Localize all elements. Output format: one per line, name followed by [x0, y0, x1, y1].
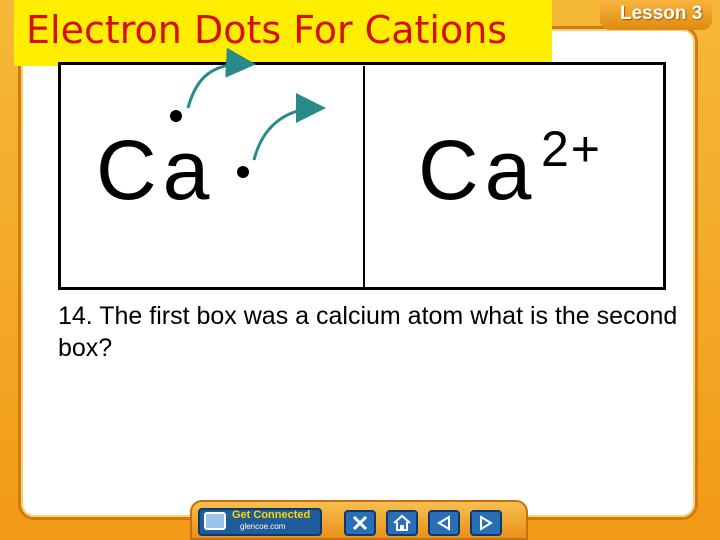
- lesson-label: Lesson 3: [620, 3, 703, 24]
- next-button[interactable]: [470, 510, 502, 536]
- electron-arrow-top: [188, 64, 250, 108]
- home-button[interactable]: [386, 510, 418, 536]
- previous-icon: [435, 514, 453, 532]
- next-icon: [477, 514, 495, 532]
- computer-icon: [204, 512, 226, 530]
- page-title: Electron Dots For Cations: [26, 8, 508, 52]
- question-text: 14. The first box was a calcium atom what is the second box?: [58, 302, 678, 362]
- previous-button[interactable]: [428, 510, 460, 536]
- valence-electron-dot-top: [170, 110, 182, 122]
- get-connected-url: glencoe.com: [240, 522, 286, 531]
- valence-electron-dot-right: [237, 166, 249, 178]
- electron-arrow-right: [254, 108, 320, 160]
- calcium-atom-symbol: Ca: [96, 123, 216, 217]
- close-icon: [351, 514, 369, 532]
- ion-charge: 2+: [541, 121, 603, 177]
- close-button[interactable]: [344, 510, 376, 536]
- get-connected-label: Get Connected: [232, 509, 311, 521]
- home-icon: [392, 514, 412, 532]
- calcium-ion-symbol: Ca: [418, 123, 538, 217]
